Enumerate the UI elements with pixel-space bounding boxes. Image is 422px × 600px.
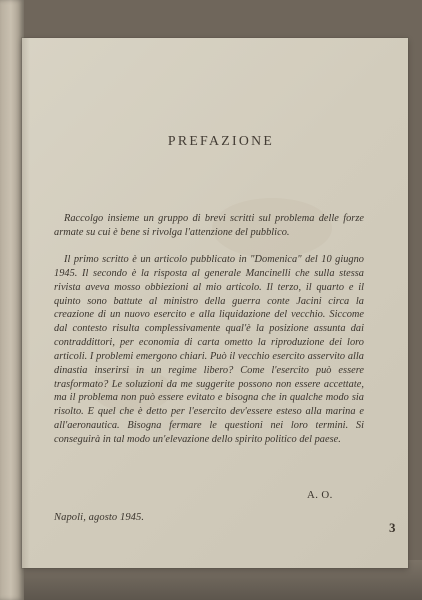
page-title: PREFAZIONE: [167, 133, 275, 148]
document-page: [22, 38, 408, 568]
signature: A. O.: [307, 489, 333, 501]
paragraph-intro: Raccolgo insieme un gruppo di brevi scritti sul problema delle forze armate su cui è bene si rivolga l'attenzione del pubblico.: [54, 213, 364, 238]
place-date: Napoli, agosto 1945.: [54, 512, 145, 523]
left-page-edge: [0, 0, 24, 600]
paragraph-main: Il primo scritto è un articolo pubblicato in "Domenica" del 10 giugno 1945. Il secondo è la risposta al generale Mancinelli che sulla stessa rivista aveva mosso obbiezioni al mio articolo. Il terzo, il quarto e il quinto sono battute al ministro della guerra conte Jacini circa la creazione di un nuovo esercito e alla liquidazione del vecchio. Siccome dal contesto risulta complessivamente qual'è la posizione assunta dai contraddittori, per economia di carta ometto la riproduzione dei loro articoli. I problemi emergono chiari. Può il vecchio esercito asservito alla dinastia inserirsi in un regime libero? Come l'esercito può essere trasformato? Le soluzioni da me suggerite possono non essere accettate, ma il problema non può essere evitato e bisogna che in qualche modo sia risolto. E quel che è detto per l'esercito dev'essere esteso alla marina e all'aeronautica. Bisogna fermare le questioni nei loro termini. Si conseguirà in tal modo un'elevazione dello spirito politico del paese.: [54, 254, 364, 445]
page-number: 3: [389, 520, 396, 535]
